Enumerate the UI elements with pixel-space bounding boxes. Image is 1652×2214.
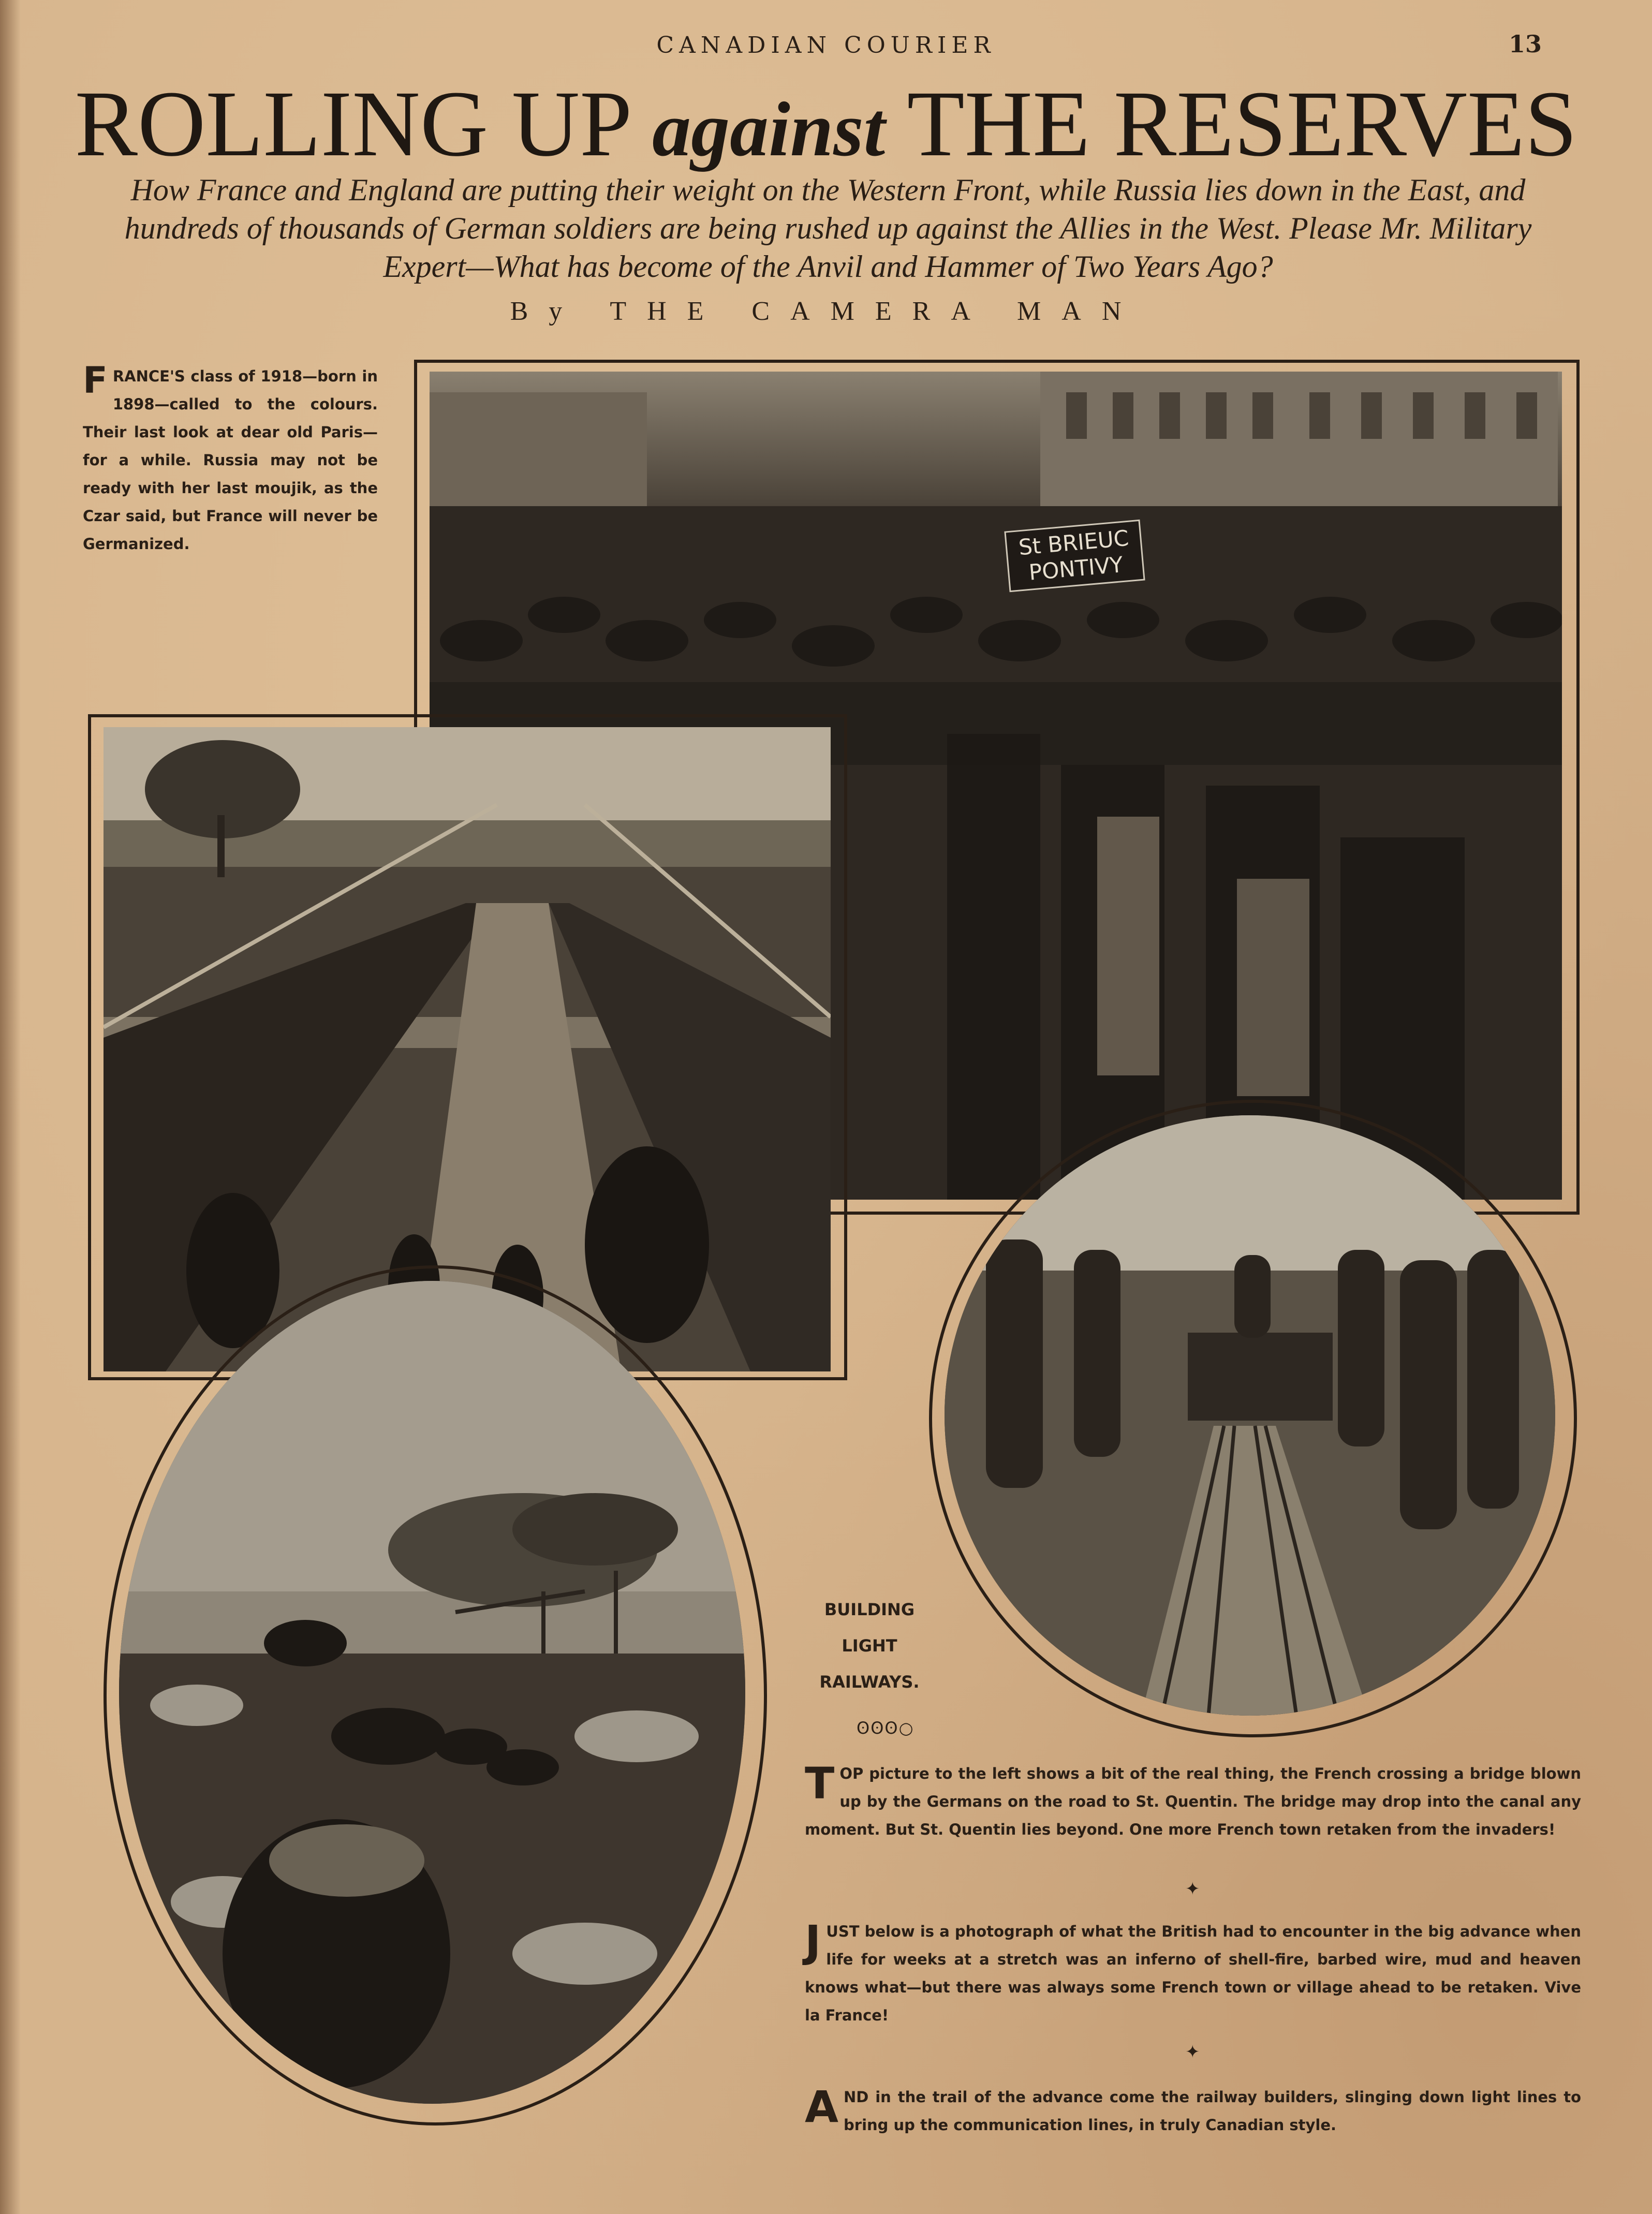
crowd-sign-line-1: St BRIEUC — [1017, 525, 1130, 560]
deck-subtitle: How France and England are putting their weight on the Western Front, while Russia lies down in the East, and hundreds of thousands of German soldiers are being rushed up against the Allies in the West. Please Mr. Military Expert—What has become of the Anvil and Hammer of Two Years Ago? — [124, 173, 1532, 284]
ornament-dots: ʘʘʘ○ — [857, 1718, 915, 1738]
paragraph-initial: A — [805, 2082, 839, 2132]
paragraph-text: ND in the trail of the advance come the railway builders, slinging down light lines to bring up the communication lines, in truly Canadian style. — [844, 2088, 1581, 2134]
photo-trench-image — [119, 1281, 745, 2104]
headline-part-2: against — [652, 86, 886, 172]
photo-railway — [945, 1115, 1555, 1716]
page-gutter-shadow — [0, 0, 21, 2214]
running-head: CANADIAN COURIER — [656, 32, 996, 58]
paragraph-text: OP picture to the left shows a bit of the real thing, the French crossing a bridge blown up by the Germans on the road to St. Quentin. The bridge may drop into the canal any moment. But St. Quentin lies beyond. One more French town retaken from the invaders! — [805, 1765, 1581, 1838]
headline-part-1: ROLLING UP — [75, 72, 629, 176]
crowd-sign-line-2: PONTIVY — [1027, 552, 1124, 585]
paragraph-trench — [805, 1917, 1581, 2029]
paragraph-bridge — [805, 1760, 1581, 1843]
caption-text: RANCE'S class of 1918—born in 1898—called to the colours. Their last look at dear old Paris—for a while. Russia may not be ready with her last moujik, as the Czar said, but France will never be Germanized. — [83, 367, 378, 553]
paragraph-railway — [805, 2083, 1581, 2139]
caption-french-class — [83, 359, 378, 558]
separator-mark: ✦ — [1185, 1879, 1200, 1899]
paragraph-initial: T — [805, 1758, 835, 1809]
paragraph-initial: J — [805, 1916, 821, 1967]
byline: By THE CAMERA MAN — [510, 297, 1142, 326]
photo-railway-image — [945, 1115, 1555, 1716]
caption-railway-line-1: BUILDING — [824, 1600, 915, 1619]
crowd-sign — [1004, 520, 1145, 593]
caption-railway — [807, 1591, 932, 1700]
caption-initial: F — [83, 359, 108, 402]
photo-trench — [119, 1281, 745, 2104]
page-number: 13 — [1509, 30, 1542, 58]
headline — [0, 72, 1652, 181]
caption-railway-line-2: LIGHT — [842, 1636, 897, 1656]
separator-mark: ✦ — [1185, 2042, 1200, 2062]
caption-railway-line-3: RAILWAYS. — [819, 1672, 920, 1692]
headline-part-3: THE RESERVES — [907, 72, 1577, 176]
paragraph-text: UST below is a photograph of what the British had to encounter in the big advance when life for weeks at a stretch was an inferno of shell-fire, barbed wire, mud and heaven knows what—but there was always some French town or village ahead to be retaken. Vive la France! — [805, 1923, 1581, 2024]
